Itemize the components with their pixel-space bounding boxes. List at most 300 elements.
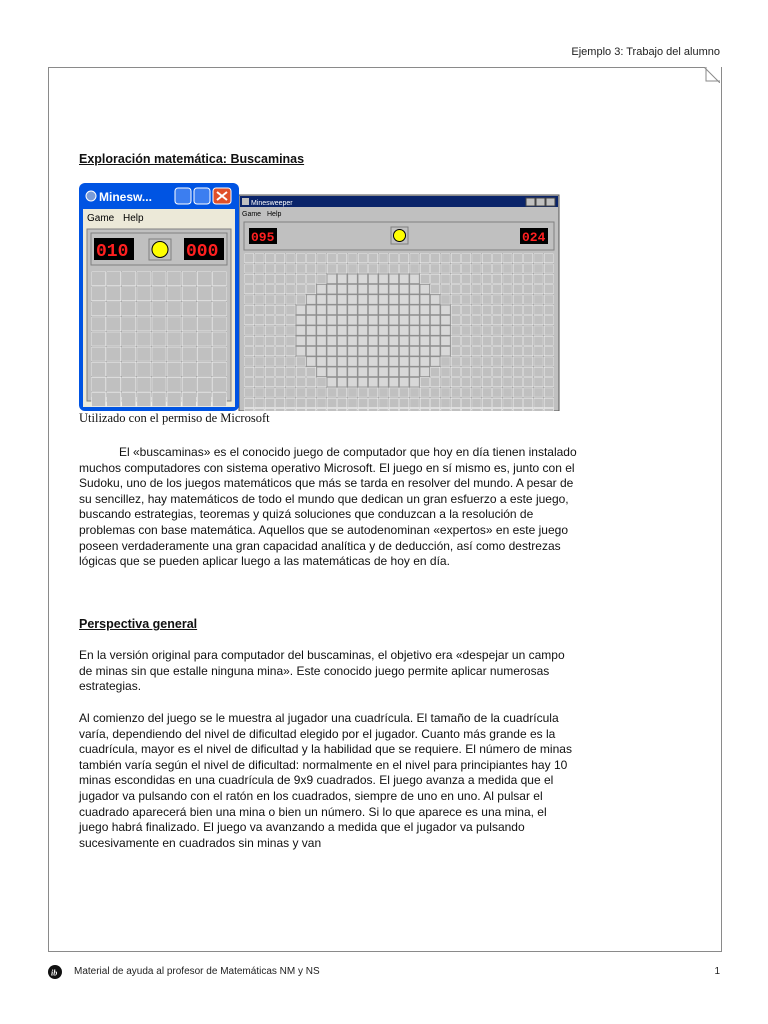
mine-cell[interactable]	[534, 357, 543, 366]
mine-cell[interactable]	[212, 302, 226, 316]
mine-cell[interactable]	[167, 332, 181, 346]
mine-cell[interactable]	[451, 378, 460, 387]
mine-cell[interactable]	[317, 378, 326, 387]
mine-cell[interactable]	[503, 378, 512, 387]
mine-cell[interactable]	[296, 367, 305, 376]
mine-cell[interactable]	[379, 367, 388, 376]
mine-cell[interactable]	[400, 398, 409, 407]
mine-cell[interactable]	[462, 274, 471, 283]
mine-cell[interactable]	[441, 305, 450, 314]
mine-cell[interactable]	[182, 362, 196, 376]
mine-cell[interactable]	[410, 388, 419, 397]
mine-cell[interactable]	[152, 317, 166, 331]
mine-cell[interactable]	[348, 326, 357, 335]
mine-cell[interactable]	[137, 272, 151, 286]
mine-cell[interactable]	[307, 264, 316, 273]
mine-cell[interactable]	[197, 347, 211, 361]
mine-cell[interactable]	[152, 362, 166, 376]
mine-cell[interactable]	[245, 254, 254, 263]
mine-cell[interactable]	[137, 332, 151, 346]
mine-cell[interactable]	[462, 326, 471, 335]
mine-cell[interactable]	[212, 272, 226, 286]
mine-cell[interactable]	[255, 264, 264, 273]
mine-cell[interactable]	[389, 388, 398, 397]
mine-cell[interactable]	[379, 388, 388, 397]
mine-cell[interactable]	[534, 305, 543, 314]
mine-cell[interactable]	[482, 409, 491, 412]
mine-cell[interactable]	[255, 357, 264, 366]
mine-cell[interactable]	[544, 357, 553, 366]
mine-cell[interactable]	[410, 357, 419, 366]
mine-cell[interactable]	[245, 357, 254, 366]
mine-cell[interactable]	[369, 336, 378, 345]
mine-cell[interactable]	[245, 264, 254, 273]
mine-cell[interactable]	[317, 254, 326, 263]
mine-cell[interactable]	[389, 316, 398, 325]
mine-cell[interactable]	[197, 302, 211, 316]
mine-cell[interactable]	[348, 378, 357, 387]
mine-cell[interactable]	[348, 274, 357, 283]
mine-cell[interactable]	[400, 367, 409, 376]
mine-cell[interactable]	[327, 378, 336, 387]
mine-cell[interactable]	[327, 274, 336, 283]
mine-cell[interactable]	[348, 388, 357, 397]
mine-cell[interactable]	[503, 305, 512, 314]
mine-cell[interactable]	[379, 336, 388, 345]
mine-cell[interactable]	[358, 326, 367, 335]
mine-cell[interactable]	[369, 347, 378, 356]
mine-cell[interactable]	[152, 287, 166, 301]
mine-cell[interactable]	[400, 326, 409, 335]
mine-cell[interactable]	[534, 409, 543, 412]
mine-cell[interactable]	[410, 274, 419, 283]
mine-cell[interactable]	[420, 357, 429, 366]
mine-cell[interactable]	[317, 388, 326, 397]
mine-cell[interactable]	[534, 274, 543, 283]
mine-cell[interactable]	[441, 409, 450, 412]
mine-cell[interactable]	[503, 254, 512, 263]
mine-cell[interactable]	[317, 357, 326, 366]
mine-cell[interactable]	[513, 295, 522, 304]
mine-cell[interactable]	[307, 305, 316, 314]
mine-cell[interactable]	[410, 326, 419, 335]
mine-cell[interactable]	[327, 336, 336, 345]
mine-cell[interactable]	[307, 367, 316, 376]
mine-cell[interactable]	[182, 302, 196, 316]
mine-cell[interactable]	[286, 336, 295, 345]
mine-cell[interactable]	[493, 357, 502, 366]
mine-cell[interactable]	[182, 347, 196, 361]
mine-cell[interactable]	[212, 287, 226, 301]
mine-cell[interactable]	[358, 254, 367, 263]
mine-cell[interactable]	[410, 254, 419, 263]
mine-cell[interactable]	[327, 305, 336, 314]
mine-cell[interactable]	[420, 398, 429, 407]
mine-cell[interactable]	[482, 347, 491, 356]
mine-cell[interactable]	[462, 295, 471, 304]
mine-cell[interactable]	[431, 295, 440, 304]
mine-cell[interactable]	[358, 357, 367, 366]
mine-cell[interactable]	[358, 378, 367, 387]
mine-cell[interactable]	[524, 388, 533, 397]
mine-cell[interactable]	[420, 378, 429, 387]
mine-cell[interactable]	[296, 398, 305, 407]
mine-cell[interactable]	[441, 264, 450, 273]
mine-cell[interactable]	[212, 317, 226, 331]
mine-cell[interactable]	[167, 272, 181, 286]
mine-cell[interactable]	[472, 316, 481, 325]
mine-cell[interactable]	[379, 274, 388, 283]
mine-cell[interactable]	[462, 285, 471, 294]
mine-cell[interactable]	[358, 274, 367, 283]
mine-cell[interactable]	[107, 362, 121, 376]
mine-cell[interactable]	[451, 388, 460, 397]
mine-cell[interactable]	[122, 302, 136, 316]
mine-cell[interactable]	[107, 287, 121, 301]
mine-cell[interactable]	[255, 254, 264, 263]
mine-cell[interactable]	[338, 336, 347, 345]
mine-cell[interactable]	[534, 378, 543, 387]
mine-cell[interactable]	[441, 388, 450, 397]
mine-cell[interactable]	[513, 336, 522, 345]
mine-cell[interactable]	[503, 316, 512, 325]
mine-cell[interactable]	[348, 264, 357, 273]
mine-cell[interactable]	[286, 295, 295, 304]
mine-cell[interactable]	[513, 367, 522, 376]
mine-cell[interactable]	[472, 409, 481, 412]
mine-cell[interactable]	[265, 305, 274, 314]
mine-cell[interactable]	[441, 316, 450, 325]
mine-cell[interactable]	[379, 264, 388, 273]
mine-cell[interactable]	[534, 264, 543, 273]
mine-cell[interactable]	[107, 302, 121, 316]
mine-cell[interactable]	[296, 347, 305, 356]
mine-cell[interactable]	[245, 336, 254, 345]
mine-cell[interactable]	[338, 316, 347, 325]
mine-cell[interactable]	[493, 336, 502, 345]
mine-cell[interactable]	[255, 378, 264, 387]
mine-cell[interactable]	[197, 317, 211, 331]
mine-cell[interactable]	[276, 274, 285, 283]
mine-cell[interactable]	[524, 295, 533, 304]
mine-cell[interactable]	[534, 398, 543, 407]
mine-cell[interactable]	[369, 264, 378, 273]
mine-cell[interactable]	[152, 377, 166, 391]
mine-cell[interactable]	[255, 347, 264, 356]
mine-cell[interactable]	[245, 398, 254, 407]
mine-cell[interactable]	[524, 305, 533, 314]
mine-cell[interactable]	[524, 336, 533, 345]
mine-cell[interactable]	[152, 302, 166, 316]
mine-cell[interactable]	[410, 295, 419, 304]
mine-cell[interactable]	[307, 254, 316, 263]
mine-cell[interactable]	[410, 316, 419, 325]
mine-cell[interactable]	[245, 388, 254, 397]
mine-cell[interactable]	[379, 347, 388, 356]
mine-cell[interactable]	[503, 357, 512, 366]
mine-cell[interactable]	[431, 357, 440, 366]
mine-cell[interactable]	[317, 285, 326, 294]
mine-cell[interactable]	[441, 347, 450, 356]
mine-cell[interactable]	[197, 332, 211, 346]
mine-cell[interactable]	[245, 347, 254, 356]
mine-cell[interactable]	[410, 305, 419, 314]
mine-cell[interactable]	[389, 254, 398, 263]
mine-cell[interactable]	[317, 305, 326, 314]
mine-cell[interactable]	[513, 326, 522, 335]
mine-cell[interactable]	[462, 316, 471, 325]
mine-cell[interactable]	[451, 254, 460, 263]
mine-cell[interactable]	[544, 326, 553, 335]
mine-cell[interactable]	[296, 378, 305, 387]
mine-cell[interactable]	[92, 302, 106, 316]
mine-cell[interactable]	[296, 326, 305, 335]
mine-cell[interactable]	[369, 285, 378, 294]
mine-cell[interactable]	[358, 316, 367, 325]
mine-cell[interactable]	[92, 317, 106, 331]
mine-cell[interactable]	[431, 398, 440, 407]
mine-cell[interactable]	[420, 347, 429, 356]
mine-cell[interactable]	[137, 377, 151, 391]
mine-cell[interactable]	[544, 254, 553, 263]
mine-cell[interactable]	[431, 336, 440, 345]
mine-cell[interactable]	[338, 388, 347, 397]
mine-cell[interactable]	[462, 378, 471, 387]
mine-cell[interactable]	[137, 392, 151, 406]
mine-cell[interactable]	[420, 274, 429, 283]
mine-cell[interactable]	[472, 336, 481, 345]
mine-cell[interactable]	[472, 357, 481, 366]
mine-cell[interactable]	[482, 295, 491, 304]
mine-cell[interactable]	[348, 398, 357, 407]
mine-cell[interactable]	[410, 264, 419, 273]
mine-cell[interactable]	[513, 398, 522, 407]
mine-cell[interactable]	[524, 316, 533, 325]
mine-cell[interactable]	[503, 347, 512, 356]
mine-cell[interactable]	[410, 336, 419, 345]
mine-cell[interactable]	[245, 316, 254, 325]
mine-cell[interactable]	[451, 367, 460, 376]
mine-cell[interactable]	[493, 388, 502, 397]
mine-cell[interactable]	[534, 295, 543, 304]
mine-cell[interactable]	[513, 254, 522, 263]
mine-cell[interactable]	[245, 285, 254, 294]
mine-cell[interactable]	[92, 272, 106, 286]
mine-cell[interactable]	[431, 305, 440, 314]
mine-cell[interactable]	[348, 347, 357, 356]
mine-cell[interactable]	[379, 357, 388, 366]
mine-cell[interactable]	[286, 285, 295, 294]
mine-cell[interactable]	[197, 392, 211, 406]
mine-cell[interactable]	[544, 264, 553, 273]
mine-cell[interactable]	[338, 357, 347, 366]
mine-cell[interactable]	[348, 367, 357, 376]
mine-cell[interactable]	[472, 305, 481, 314]
mine-cell[interactable]	[137, 302, 151, 316]
mine-cell[interactable]	[462, 254, 471, 263]
mine-cell[interactable]	[369, 326, 378, 335]
mine-cell[interactable]	[462, 409, 471, 412]
mine-cell[interactable]	[513, 378, 522, 387]
mine-cell[interactable]	[410, 378, 419, 387]
mine-cell[interactable]	[265, 285, 274, 294]
mine-cell[interactable]	[524, 274, 533, 283]
mine-cell[interactable]	[441, 285, 450, 294]
mine-cell[interactable]	[327, 367, 336, 376]
mine-cell[interactable]	[420, 264, 429, 273]
mine-cell[interactable]	[493, 326, 502, 335]
mine-cell[interactable]	[197, 362, 211, 376]
mine-cell[interactable]	[107, 347, 121, 361]
mine-cell[interactable]	[389, 367, 398, 376]
mine-cell[interactable]	[493, 264, 502, 273]
mine-cell[interactable]	[451, 398, 460, 407]
mine-cell[interactable]	[338, 367, 347, 376]
mine-cell[interactable]	[307, 295, 316, 304]
mine-cell[interactable]	[431, 367, 440, 376]
mine-cell[interactable]	[296, 305, 305, 314]
mine-cell[interactable]	[358, 367, 367, 376]
mine-cell[interactable]	[327, 326, 336, 335]
mine-cell[interactable]	[451, 316, 460, 325]
mine-cell[interactable]	[358, 285, 367, 294]
mine-cell[interactable]	[472, 347, 481, 356]
mine-cell[interactable]	[482, 326, 491, 335]
mine-cell[interactable]	[420, 388, 429, 397]
mine-cell[interactable]	[276, 378, 285, 387]
mine-cell[interactable]	[524, 378, 533, 387]
mine-cell[interactable]	[317, 295, 326, 304]
mine-cell[interactable]	[534, 316, 543, 325]
mine-cell[interactable]	[482, 398, 491, 407]
mine-cell[interactable]	[182, 272, 196, 286]
mine-cell[interactable]	[152, 392, 166, 406]
mine-cell[interactable]	[379, 285, 388, 294]
small-minefield[interactable]	[92, 272, 227, 407]
mine-cell[interactable]	[524, 398, 533, 407]
mine-cell[interactable]	[472, 274, 481, 283]
mine-cell[interactable]	[451, 285, 460, 294]
mine-cell[interactable]	[472, 367, 481, 376]
mine-cell[interactable]	[400, 254, 409, 263]
mine-cell[interactable]	[182, 392, 196, 406]
mine-cell[interactable]	[472, 388, 481, 397]
mine-cell[interactable]	[462, 336, 471, 345]
mine-cell[interactable]	[379, 378, 388, 387]
mine-cell[interactable]	[358, 388, 367, 397]
mine-cell[interactable]	[503, 264, 512, 273]
mine-cell[interactable]	[431, 316, 440, 325]
mine-cell[interactable]	[358, 409, 367, 412]
mine-cell[interactable]	[441, 295, 450, 304]
mine-cell[interactable]	[369, 378, 378, 387]
mine-cell[interactable]	[286, 274, 295, 283]
mine-cell[interactable]	[524, 367, 533, 376]
mine-cell[interactable]	[327, 295, 336, 304]
mine-cell[interactable]	[307, 285, 316, 294]
mine-cell[interactable]	[348, 316, 357, 325]
mine-cell[interactable]	[389, 357, 398, 366]
mine-cell[interactable]	[152, 332, 166, 346]
mine-cell[interactable]	[493, 398, 502, 407]
mine-cell[interactable]	[544, 274, 553, 283]
mine-cell[interactable]	[451, 357, 460, 366]
mine-cell[interactable]	[265, 254, 274, 263]
mine-cell[interactable]	[137, 362, 151, 376]
mine-cell[interactable]	[338, 285, 347, 294]
mine-cell[interactable]	[358, 305, 367, 314]
mine-cell[interactable]	[544, 295, 553, 304]
mine-cell[interactable]	[245, 378, 254, 387]
mine-cell[interactable]	[369, 409, 378, 412]
mine-cell[interactable]	[137, 317, 151, 331]
mine-cell[interactable]	[379, 254, 388, 263]
mine-cell[interactable]	[462, 264, 471, 273]
mine-cell[interactable]	[431, 378, 440, 387]
mine-cell[interactable]	[276, 357, 285, 366]
mine-cell[interactable]	[400, 264, 409, 273]
mine-cell[interactable]	[389, 378, 398, 387]
mine-cell[interactable]	[420, 336, 429, 345]
mine-cell[interactable]	[389, 305, 398, 314]
mine-cell[interactable]	[369, 316, 378, 325]
mine-cell[interactable]	[369, 398, 378, 407]
mine-cell[interactable]	[137, 347, 151, 361]
mine-cell[interactable]	[534, 326, 543, 335]
mine-cell[interactable]	[441, 336, 450, 345]
mine-cell[interactable]	[317, 398, 326, 407]
mine-cell[interactable]	[317, 264, 326, 273]
mine-cell[interactable]	[472, 398, 481, 407]
mine-cell[interactable]	[167, 362, 181, 376]
mine-cell[interactable]	[307, 326, 316, 335]
mine-cell[interactable]	[462, 347, 471, 356]
mine-cell[interactable]	[400, 285, 409, 294]
mine-cell[interactable]	[410, 409, 419, 412]
mine-cell[interactable]	[513, 388, 522, 397]
mine-cell[interactable]	[524, 285, 533, 294]
mine-cell[interactable]	[276, 398, 285, 407]
mine-cell[interactable]	[265, 367, 274, 376]
mine-cell[interactable]	[451, 409, 460, 412]
mine-cell[interactable]	[451, 295, 460, 304]
mine-cell[interactable]	[358, 336, 367, 345]
mine-cell[interactable]	[255, 398, 264, 407]
mine-cell[interactable]	[400, 336, 409, 345]
mine-cell[interactable]	[503, 285, 512, 294]
mine-cell[interactable]	[493, 367, 502, 376]
mine-cell[interactable]	[420, 326, 429, 335]
mine-cell[interactable]	[524, 357, 533, 366]
mine-cell[interactable]	[296, 264, 305, 273]
maximize-button[interactable]	[536, 198, 545, 206]
mine-cell[interactable]	[431, 347, 440, 356]
mine-cell[interactable]	[420, 367, 429, 376]
mine-cell[interactable]	[327, 398, 336, 407]
mine-cell[interactable]	[338, 295, 347, 304]
mine-cell[interactable]	[503, 367, 512, 376]
mine-cell[interactable]	[245, 295, 254, 304]
mine-cell[interactable]	[197, 287, 211, 301]
mine-cell[interactable]	[286, 409, 295, 412]
mine-cell[interactable]	[327, 357, 336, 366]
mine-cell[interactable]	[472, 264, 481, 273]
mine-cell[interactable]	[420, 305, 429, 314]
mine-cell[interactable]	[338, 254, 347, 263]
mine-cell[interactable]	[276, 285, 285, 294]
mine-cell[interactable]	[286, 367, 295, 376]
mine-cell[interactable]	[389, 264, 398, 273]
